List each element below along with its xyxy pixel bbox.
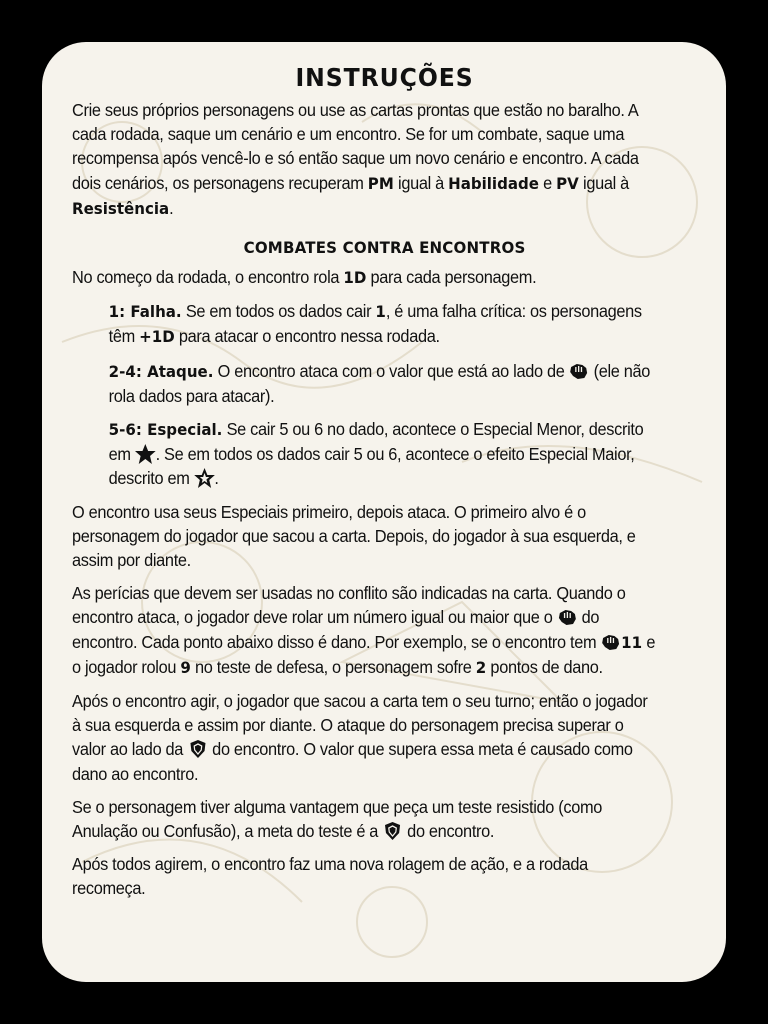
instruction-card (42, 42, 726, 982)
keyword-11: 11 (621, 632, 643, 652)
p3-text-3: e o jogador rolou (72, 631, 656, 677)
especial-text-3: . (214, 468, 219, 489)
ataque-text-2: (ele não rola dados para atacar). (108, 360, 651, 406)
ataque-text-1: O encontro ataca com o valor que está ao lado de (213, 360, 569, 381)
intro-text-4: igual à (578, 172, 629, 193)
keyword-habilidade: Habilidade (448, 173, 539, 193)
falha-text-3: para atacar o encontro nessa rodada. (174, 326, 440, 347)
p3-text-1: As perícias que devem ser usadas no conflito são indicadas na carta. Quando o encontro ataca, o jogador deve rolar um número igual ou maior que o (72, 583, 626, 628)
p3-text-4: no teste de defesa, o personagem sofre (190, 656, 476, 677)
keyword-plus-1d: +1D (139, 327, 175, 347)
intro-text-1: Crie seus próprios personagens ou use as cartas prontas que estão no baralho. A cada rodada, saque um cenário e um encontro. Se for um combate, saque uma recompensa após vencê-lo e só então saque um novo cenário e encontro. A cada dois cenários, os personagens recuperam (72, 100, 639, 193)
p5-text-2: do encontro. (402, 821, 495, 842)
p1-text-2: para cada personagem. (366, 267, 537, 288)
intro-text-2: igual à (393, 172, 449, 193)
order-paragraph: O encontro usa seus Especiais primeiro, depois ataca. O primeiro alvo é o personagem do jogador que sacou a carta. Depois, do jogador à sua esquerda, e assim por diante. (72, 501, 636, 571)
intro-paragraph (72, 98, 660, 221)
star-burst-icon (194, 468, 215, 488)
fist-icon (557, 607, 578, 627)
section-title: COMBATES CONTRA ENCONTROS (243, 238, 526, 258)
keyword-1: 1 (375, 302, 386, 322)
keyword-pv: PV (556, 173, 579, 193)
attack-paragraph (72, 581, 660, 680)
especial-text-1: Se cair 5 ou 6 no dado, acontece o Especial Menor, descrito em (108, 419, 644, 465)
falha-text-1: Se em todos os dados cair (181, 301, 376, 322)
ataque-label: 2-4: Ataque. (108, 361, 214, 381)
p3-text-5: pontos de dano. (486, 656, 603, 677)
p5-text-1: Se o personagem tiver alguma vantagem que peça um teste resistido (como Anulação ou Confusão), a meta do teste é a (72, 796, 603, 842)
shield-icon (382, 821, 403, 841)
p4-text-2: do encontro. O valor que supera essa meta é causado como dano ao encontro. (72, 739, 633, 784)
p4-text-1: Após o encontro agir, o jogador que sacou a carta tem o seu turno; então o jogador à sua esquerda e assim por diante. O ataque do personagem precisa superar o valor ao lado da (72, 691, 648, 760)
p3-text-2: do encontro. Cada ponto abaixo disso é dano. Por exemplo, se o encontro tem (72, 607, 601, 652)
intro-text-3: e (538, 172, 557, 193)
instructions-text (72, 60, 660, 910)
especial-label: 5-6: Especial. (108, 420, 223, 440)
especial-rule (109, 417, 660, 491)
round-restart-paragraph: Após todos agirem, o encontro faz uma nova rolagem de ação, e a rodada recomeça. (72, 854, 588, 899)
fist-icon (601, 632, 622, 652)
page-title: INSTRUÇÕES (295, 63, 474, 92)
keyword-1d: 1D (343, 268, 367, 288)
round-start-paragraph (72, 265, 660, 290)
especial-text-2: . Se em todos os dados cair 5 ou 6, acontece o efeito Especial Maior, descrito em (108, 444, 635, 489)
falha-rule (109, 299, 660, 349)
keyword-resistencia: Resistência (72, 198, 170, 218)
falha-text-2: , é uma falha crítica: os personagens têm (108, 301, 642, 347)
keyword-9: 9 (180, 657, 191, 677)
falha-label: 1: Falha. (108, 302, 182, 322)
player-turn-paragraph (72, 689, 660, 786)
star-icon (135, 444, 156, 464)
ataque-rule (109, 359, 660, 408)
intro-text-5: . (169, 197, 174, 218)
keyword-pm: PM (367, 173, 394, 193)
resisted-test-paragraph (72, 795, 660, 843)
shield-icon (187, 739, 208, 759)
fist-icon (569, 361, 590, 381)
p1-text-1: No começo da rodada, o encontro rola (72, 267, 344, 288)
keyword-2: 2 (475, 657, 487, 677)
